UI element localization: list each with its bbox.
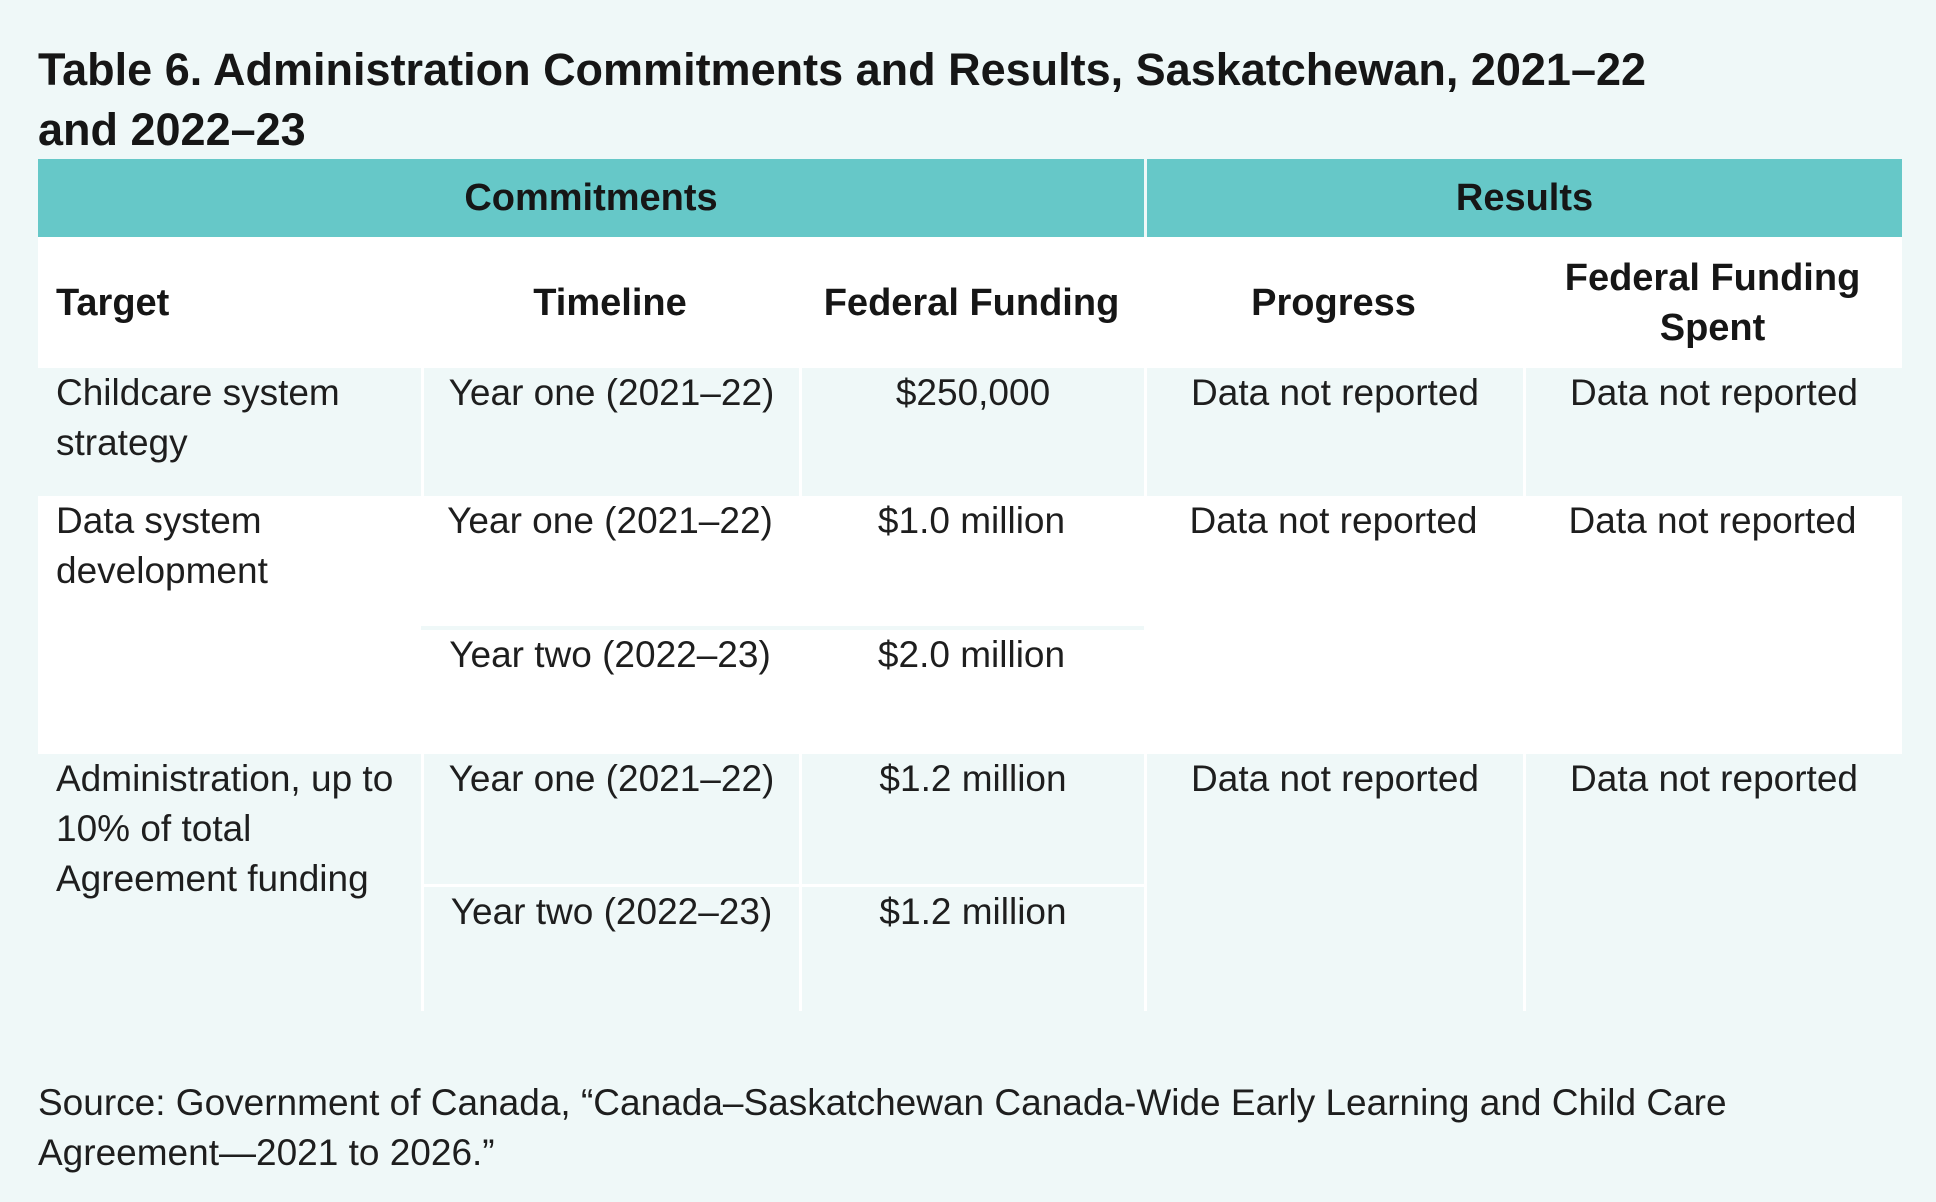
timeline-cell: Year one (2021–22) xyxy=(421,496,799,626)
funding-cell: $1.2 million xyxy=(799,754,1144,884)
timeline-column-header: Timeline xyxy=(421,237,799,368)
administration-table xyxy=(38,159,1902,1011)
timeline-cell: Year one (2021–22) xyxy=(421,754,799,884)
progress-cell: Data not reported xyxy=(1144,754,1523,1011)
progress-cell: Data not reported xyxy=(1144,368,1523,496)
timeline-cell: Year two (2022–23) xyxy=(421,626,799,754)
timeline-cell: Year one (2021–22) xyxy=(421,368,799,496)
results-group-header: Results xyxy=(1144,159,1902,237)
target-cell: Childcare system strategy xyxy=(38,368,421,496)
funding-cell: $250,000 xyxy=(799,368,1144,496)
funding-spent-cell: Data not reported xyxy=(1523,368,1902,496)
table-row xyxy=(38,754,1902,884)
funding-spent-cell: Data not reported xyxy=(1523,496,1902,754)
funding-cell: $2.0 million xyxy=(799,626,1144,754)
funding-spent-column-header: Federal Funding Spent xyxy=(1523,237,1902,368)
timeline-cell: Year two (2022–23) xyxy=(421,884,799,1011)
target-column-header: Target xyxy=(38,237,421,368)
federal-funding-column-header: Federal Funding xyxy=(799,237,1144,368)
table-title: Table 6. Administration Commitments and Results, Saskatchewan, 2021–22 and 2022–23 xyxy=(38,44,1647,155)
target-cell: Administration, up to 10% of total Agreement funding xyxy=(38,754,421,1011)
progress-column-header: Progress xyxy=(1144,237,1523,368)
table-row xyxy=(38,496,1902,626)
table-row xyxy=(38,368,1902,496)
funding-cell: $1.0 million xyxy=(799,496,1144,626)
source-note: Source: Government of Canada, “Canada–Saskatchewan Canada-Wide Early Learning and Child Care Agreement—2021 to 2026.” xyxy=(38,1082,1727,1173)
target-cell: Data system development xyxy=(38,496,421,754)
progress-cell: Data not reported xyxy=(1144,496,1523,754)
funding-spent-cell: Data not reported xyxy=(1523,754,1902,1011)
commitments-group-header: Commitments xyxy=(38,159,1144,237)
funding-cell: $1.2 million xyxy=(799,884,1144,1011)
